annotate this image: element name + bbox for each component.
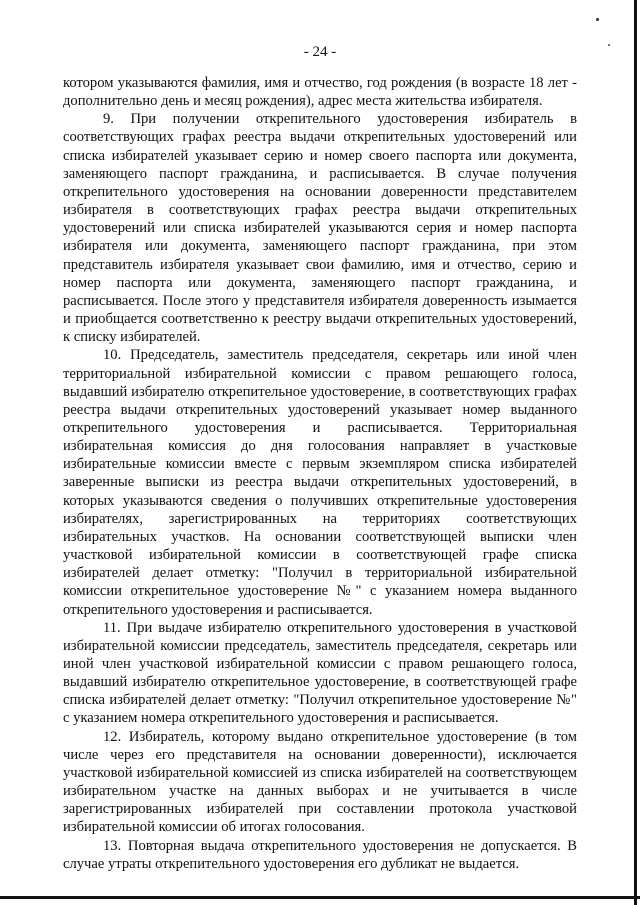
scan-edge-right xyxy=(634,0,637,905)
paragraph-10: 10. Председатель, заместитель председателя, секретарь или иной член территориальной избирательной комиссии с правом решающего голоса, выдавший избирателю открепительное удостоверение, в соответствующих графах реестра выдачи открепительных удостоверений указывает номер выданного открепительного удостоверения и расписывается. Территориальная избирательная комиссия до дня голосования направляет в участковые избирательные комиссии вместе с первым экземпляром списка избирателей заверенные выписки из реестра выдачи открепительных удостоверений, в которых указываются сведения о получивших открепительные удостоверения избирателях, зарегистрированных на территориях соответствующих избирательных участков. На основании соответствующей выписки член участковой избирательной комиссии в соответствующей графе списка избирателей делает отметку: "Получил в территориальной избирательной комиссии открепительное удостоверение №" с указанием номера выданного открепительного удостоверения и расписывается. xyxy=(63,347,577,618)
scan-speck xyxy=(596,18,599,21)
document-body xyxy=(63,74,577,873)
scan-edge-bottom xyxy=(0,896,640,899)
paragraph-11: 11. При выдаче избирателю открепительного удостоверения в участковой избирательной комиссии председатель, заместитель председателя, секретарь или иной член участковой избирательной комиссии с правом решающего голоса, выдавший избирателю открепительное удостоверение, в соответствующей графе списка избирателей делает отметку: "Получил открепительное удостоверение №" с указанием номера открепительного удостоверения и расписывается. xyxy=(63,619,577,727)
page-number: - 24 - xyxy=(303,44,337,60)
paragraph-13: 13. Повторная выдача открепительного удостоверения не допускается. В случае утраты открепительного удостоверения его дубликат не выдается. xyxy=(63,837,577,872)
paragraph-9: 9. При получении открепительного удостоверения избиратель в соответствующих графах реестра выдачи открепительных удостоверений или списка избирателей указывает серию и номер своего паспорта или документа, заменяющего паспорт гражданина, и расписывается. В случае получения открепительного удостоверения на основании доверенности представителем избирателя в соответствующих графах реестра выдачи открепительных удостоверений или списка избирателей указываются серия и номер паспорта избирателя или документа, заменяющего паспорт гражданина, при этом представитель избирателя указывает свои фамилию, имя и отчество, серию и номер паспорта или документа, заменяющего паспорт гражданина, и расписывается. После этого у представителя избирателя доверенность изымается и приобщается соответственно к реестру выдачи открепительных удостоверений, к списку избирателей. xyxy=(63,111,577,346)
paragraph-12: 12. Избиратель, которому выдано открепительное удостоверение (в том числе через его представителя на основании доверенности), исключается участковой избирательной комиссией из списка избирателей на соответствующем избирательном участке на данных выборах и не учитывается в числе зарегистрированных избирателей при составлении протокола участковой избирательной комиссии об итогах голосования. xyxy=(63,728,577,836)
paragraph-continuation: котором указываются фамилия, имя и отчество, год рождения (в возрасте 18 лет - дополнительно день и месяц рождения), адрес места жительства избирателя. xyxy=(63,75,577,110)
